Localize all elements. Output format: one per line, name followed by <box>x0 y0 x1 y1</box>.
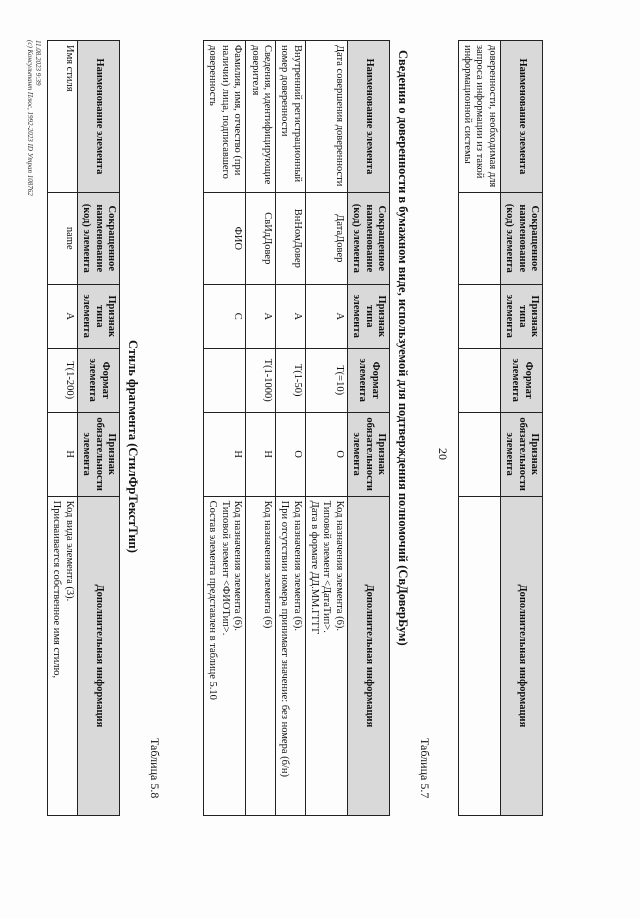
cell: Имя стиля <box>48 41 78 193</box>
stamp-date: 11.08.2023 9:39 <box>34 40 42 86</box>
col-header: Дополнительная информация <box>77 496 119 815</box>
col-header: Наименование элемента <box>347 41 389 193</box>
table-header <box>347 41 389 816</box>
cell: Код назначения элемента (6). Типовой элемент <ФИОТип>. Состав элемента представлен в таблице 5.10 <box>204 496 246 815</box>
col-header: Наименование элемента <box>500 41 542 193</box>
cell: name <box>48 192 78 284</box>
cell: ДатаДовер <box>305 192 347 284</box>
cell: Н <box>48 412 78 496</box>
cell: Н <box>246 412 276 496</box>
col-header: Наименование элемента <box>77 41 119 193</box>
table-row <box>458 41 500 816</box>
cell <box>458 284 500 348</box>
stamp-source: (c) Консультант Плюс, 1992-2023 ID Утрап 108762 <box>25 40 34 196</box>
cell: А <box>246 284 276 348</box>
table-row <box>305 41 347 816</box>
prev-table-header <box>500 41 542 816</box>
col-header: Признак обязательности элемента <box>77 412 119 496</box>
col-header: Дополнительная информация <box>500 496 542 815</box>
cell <box>458 348 500 412</box>
col-header: Формат элемента <box>500 348 542 412</box>
cell: Внутренний регистрационный номер доверенности <box>276 41 306 193</box>
cell: доверенности, необходимая для запроса информации из такой информационной системы <box>458 41 500 193</box>
cell: Сведения, идентифицирующие доверителя <box>246 41 276 193</box>
table-5-8-title: Стиль фрагмента (СтилФрТекстТип) <box>126 340 140 553</box>
cell <box>458 496 500 815</box>
col-header: Признак типа элемента <box>77 284 119 348</box>
cell: Дата совершения доверенности <box>305 41 347 193</box>
table-row <box>204 41 246 816</box>
cell: ВнНомДовер <box>276 192 306 284</box>
table-5-7-title: Сведения о доверенности в бумажном виде, используемой для подтверждения полномочий (СвДоверБум) <box>396 50 410 646</box>
cell: Н <box>204 412 246 496</box>
table-5-8-caption: Таблица 5.8 <box>148 738 162 799</box>
cell: Код вида элемента (3). Присваивается собственное имя стилю, <box>48 496 78 815</box>
cell <box>458 412 500 496</box>
cell: T(1-1000) <box>246 348 276 412</box>
cell: Код назначения элемента (6). Типовой элемент <ДатаТип>. Дата в формате ДД.ММ.ГГГГ <box>305 496 347 815</box>
col-header: Сокращенное наименование (код) элемента <box>77 192 119 284</box>
cell: А <box>48 284 78 348</box>
table-row <box>48 41 78 816</box>
col-header: Сокращенное наименование (код) элемента <box>500 192 542 284</box>
col-header: Признак обязательности элемента <box>500 412 542 496</box>
prev-table <box>458 40 543 816</box>
cell: Код назначения элемента (6). При отсутствии номера принимает значение: без номера (б/н) <box>276 496 306 815</box>
print-stamp <box>25 40 42 196</box>
col-header: Дополнительная информация <box>347 496 389 815</box>
table-header <box>77 41 119 816</box>
col-header: Сокращенное наименование (код) элемента <box>347 192 389 284</box>
col-header: Признак обязательности элемента <box>347 412 389 496</box>
table-5-7-caption: Таблица 5.7 <box>418 738 432 799</box>
cell: T(=10) <box>305 348 347 412</box>
table-row <box>246 41 276 816</box>
col-header: Признак типа элемента <box>500 284 542 348</box>
cell: О <box>276 412 306 496</box>
cell: О <box>305 412 347 496</box>
page-number: 20 <box>436 448 450 460</box>
cell: Код назначения элемента (6) <box>246 496 276 815</box>
cell: T(1-50) <box>276 348 306 412</box>
col-header: Формат элемента <box>347 348 389 412</box>
cell: С <box>204 284 246 348</box>
cell: ФИО <box>204 192 246 284</box>
cell <box>204 348 246 412</box>
table-5-7 <box>203 40 390 816</box>
cell: Фамилия, имя, отчество (при наличии) лица, подписавшего доверенность <box>204 41 246 193</box>
cell: СвИдДовер <box>246 192 276 284</box>
cell: А <box>276 284 306 348</box>
col-header: Признак типа элемента <box>347 284 389 348</box>
cell: А <box>305 284 347 348</box>
col-header: Формат элемента <box>77 348 119 412</box>
cell <box>458 192 500 284</box>
table-5-8 <box>47 40 120 816</box>
table-row <box>276 41 306 816</box>
cell: T(1-200) <box>48 348 78 412</box>
